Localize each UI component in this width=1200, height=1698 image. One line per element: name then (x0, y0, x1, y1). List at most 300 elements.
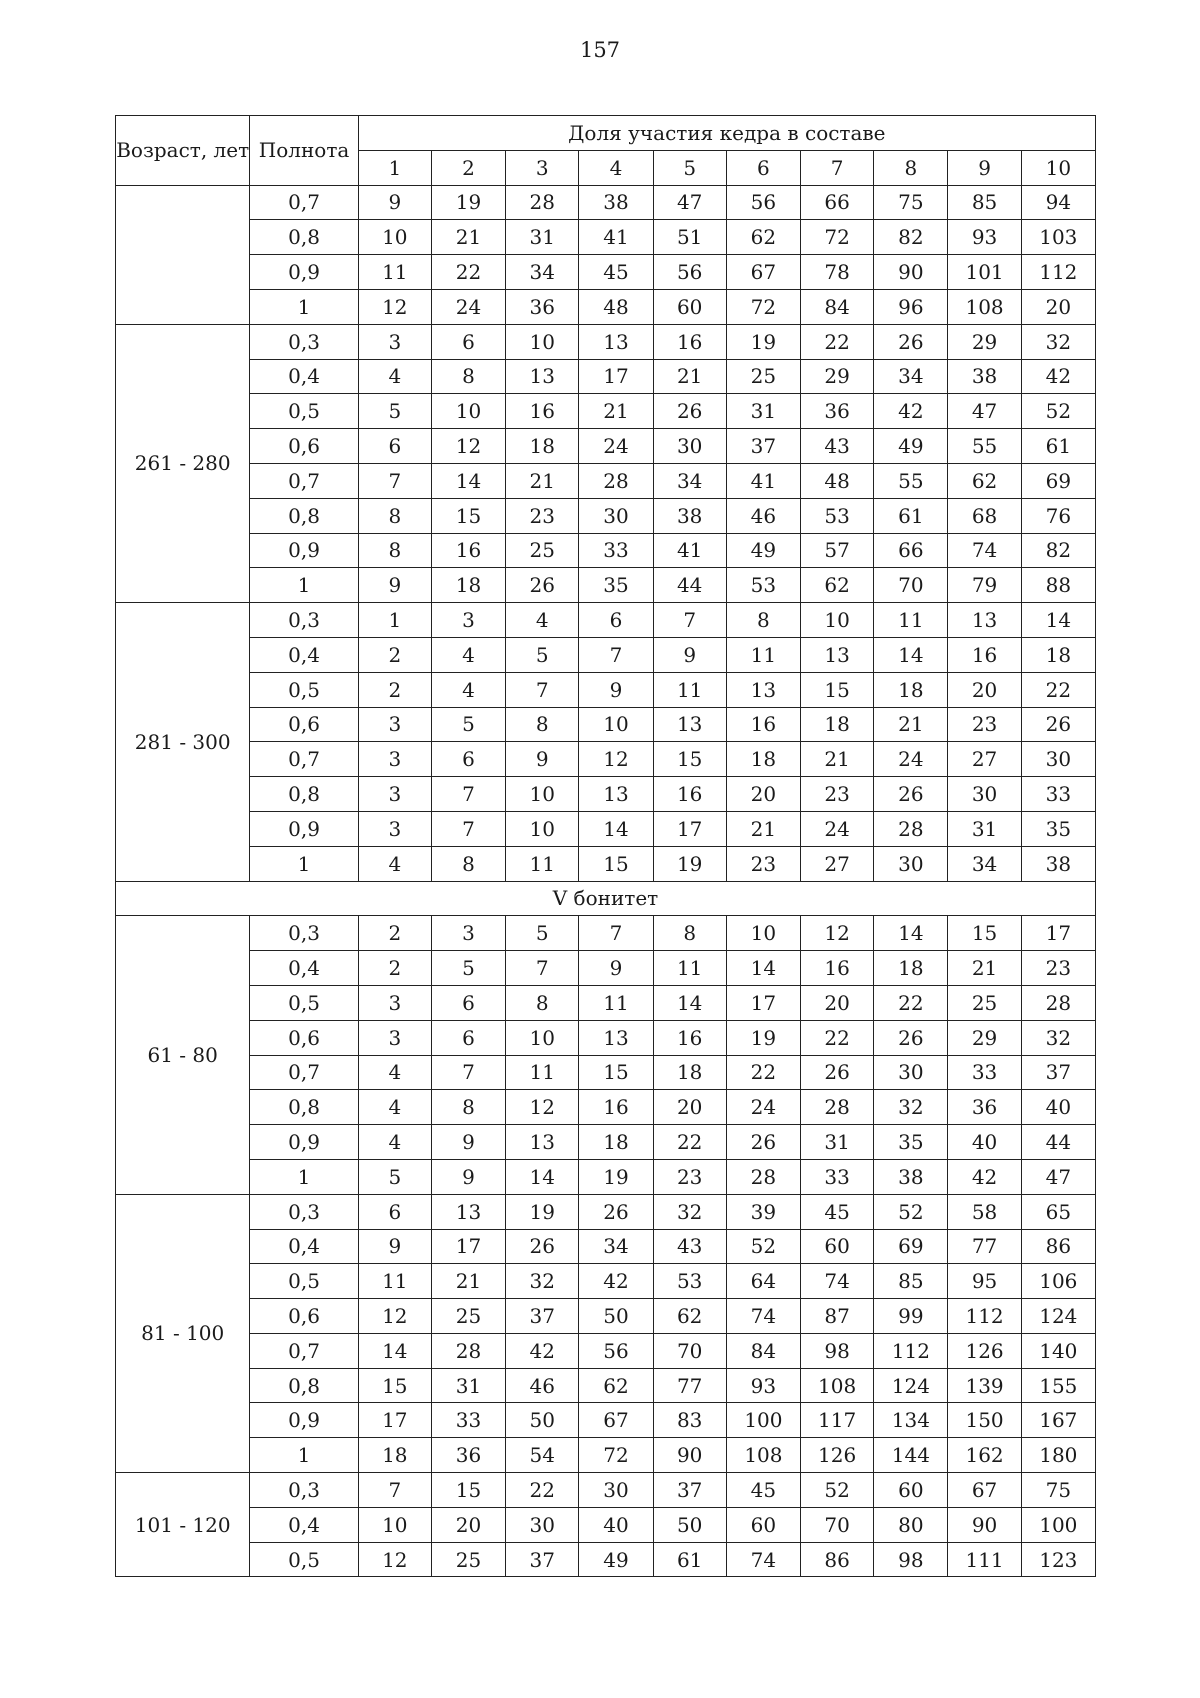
value-cell: 10 (801, 603, 874, 638)
table-row (116, 255, 1096, 290)
value-cell: 72 (801, 220, 874, 255)
share-subheader-cell: 1 (358, 150, 431, 185)
table-row (116, 1229, 1096, 1264)
value-cell: 180 (1021, 1438, 1095, 1473)
value-cell: 62 (801, 568, 874, 603)
value-cell: 12 (358, 1542, 431, 1577)
value-cell: 24 (431, 289, 505, 324)
table-row (116, 742, 1096, 777)
value-cell: 9 (653, 637, 726, 672)
value-cell: 4 (358, 359, 431, 394)
value-cell: 17 (653, 811, 726, 846)
value-cell: 5 (358, 394, 431, 429)
table-row (116, 463, 1096, 498)
table-row (116, 289, 1096, 324)
density-cell: 0,3 (250, 916, 358, 951)
table-row (116, 1159, 1096, 1194)
value-cell: 53 (801, 498, 874, 533)
value-cell: 67 (579, 1403, 653, 1438)
value-cell: 35 (874, 1125, 948, 1160)
value-cell: 22 (874, 985, 948, 1020)
value-cell: 4 (431, 637, 505, 672)
section-heading: V бонитет (116, 881, 1096, 916)
value-cell: 30 (1021, 742, 1095, 777)
share-subheader-cell: 4 (579, 150, 653, 185)
value-cell: 4 (506, 603, 579, 638)
value-cell: 28 (874, 811, 948, 846)
value-cell: 9 (358, 185, 431, 220)
value-cell: 90 (653, 1438, 726, 1473)
table-row (116, 359, 1096, 394)
value-cell: 15 (579, 1055, 653, 1090)
value-cell: 50 (579, 1299, 653, 1334)
value-cell: 8 (506, 707, 579, 742)
value-cell: 1 (358, 603, 431, 638)
share-subheader-cell: 8 (874, 150, 948, 185)
density-cell: 0,3 (250, 1473, 358, 1508)
value-cell: 72 (726, 289, 800, 324)
value-cell: 37 (726, 429, 800, 464)
value-cell: 37 (506, 1299, 579, 1334)
value-cell: 28 (431, 1333, 505, 1368)
value-cell: 7 (653, 603, 726, 638)
value-cell: 21 (801, 742, 874, 777)
value-cell: 108 (726, 1438, 800, 1473)
value-cell: 18 (874, 951, 948, 986)
value-cell: 112 (1021, 255, 1095, 290)
page-number: 157 (579, 38, 621, 62)
value-cell: 17 (358, 1403, 431, 1438)
value-cell: 15 (948, 916, 1021, 951)
table-row (116, 1055, 1096, 1090)
table-row (116, 1194, 1096, 1229)
value-cell: 100 (726, 1403, 800, 1438)
value-cell: 34 (653, 463, 726, 498)
value-cell: 33 (579, 533, 653, 568)
density-cell: 0,7 (250, 1055, 358, 1090)
value-cell: 78 (801, 255, 874, 290)
value-cell: 10 (358, 1507, 431, 1542)
value-cell: 34 (948, 846, 1021, 881)
value-cell: 23 (726, 846, 800, 881)
value-cell: 36 (431, 1438, 505, 1473)
value-cell: 3 (358, 811, 431, 846)
value-cell: 155 (1021, 1368, 1095, 1403)
value-cell: 16 (431, 533, 505, 568)
value-cell: 22 (726, 1055, 800, 1090)
value-cell: 18 (358, 1438, 431, 1473)
value-cell: 30 (874, 846, 948, 881)
age-column-header: Возраст, лет (116, 116, 250, 186)
value-cell: 11 (358, 255, 431, 290)
value-cell: 56 (579, 1333, 653, 1368)
value-cell: 13 (579, 324, 653, 359)
table-row (116, 1473, 1096, 1508)
value-cell: 14 (726, 951, 800, 986)
value-cell: 83 (653, 1403, 726, 1438)
value-cell: 9 (358, 1229, 431, 1264)
value-cell: 8 (726, 603, 800, 638)
value-cell: 82 (874, 220, 948, 255)
value-cell: 19 (726, 324, 800, 359)
value-cell: 10 (579, 707, 653, 742)
value-cell: 21 (874, 707, 948, 742)
value-cell: 33 (948, 1055, 1021, 1090)
value-cell: 38 (874, 1159, 948, 1194)
value-cell: 25 (506, 533, 579, 568)
value-cell: 7 (579, 637, 653, 672)
value-cell: 74 (726, 1542, 800, 1577)
value-cell: 55 (874, 463, 948, 498)
value-cell: 30 (579, 498, 653, 533)
value-cell: 12 (506, 1090, 579, 1125)
share-column-header: Доля участия кедра в составе (358, 116, 1095, 151)
value-cell: 96 (874, 289, 948, 324)
value-cell: 15 (431, 498, 505, 533)
density-cell: 1 (250, 568, 358, 603)
value-cell: 8 (653, 916, 726, 951)
value-cell: 17 (726, 985, 800, 1020)
value-cell: 5 (506, 916, 579, 951)
value-cell: 26 (801, 1055, 874, 1090)
value-cell: 42 (874, 394, 948, 429)
value-cell: 5 (358, 1159, 431, 1194)
value-cell: 29 (801, 359, 874, 394)
value-cell: 58 (948, 1194, 1021, 1229)
value-cell: 40 (948, 1125, 1021, 1160)
value-cell: 60 (653, 289, 726, 324)
value-cell: 49 (874, 429, 948, 464)
value-cell: 19 (431, 185, 505, 220)
value-cell: 6 (431, 324, 505, 359)
share-subheader-cell: 2 (431, 150, 505, 185)
value-cell: 14 (358, 1333, 431, 1368)
value-cell: 86 (1021, 1229, 1095, 1264)
value-cell: 50 (506, 1403, 579, 1438)
value-cell: 13 (579, 777, 653, 812)
table-row (116, 324, 1096, 359)
value-cell: 30 (874, 1055, 948, 1090)
value-cell: 123 (1021, 1542, 1095, 1577)
table-row (116, 951, 1096, 986)
value-cell: 36 (506, 289, 579, 324)
value-cell: 53 (653, 1264, 726, 1299)
value-cell: 45 (579, 255, 653, 290)
value-cell: 95 (948, 1264, 1021, 1299)
value-cell: 8 (358, 533, 431, 568)
value-cell: 26 (506, 1229, 579, 1264)
density-cell: 0,5 (250, 985, 358, 1020)
value-cell: 18 (1021, 637, 1095, 672)
value-cell: 6 (431, 742, 505, 777)
density-cell: 0,4 (250, 951, 358, 986)
value-cell: 3 (358, 985, 431, 1020)
value-cell: 10 (506, 324, 579, 359)
value-cell: 49 (579, 1542, 653, 1577)
value-cell: 74 (801, 1264, 874, 1299)
value-cell: 23 (948, 707, 1021, 742)
value-cell: 49 (726, 533, 800, 568)
value-cell: 38 (579, 185, 653, 220)
value-cell: 14 (1021, 603, 1095, 638)
value-cell: 22 (801, 324, 874, 359)
value-cell: 18 (874, 672, 948, 707)
age-range-cell: 81 - 100 (116, 1194, 250, 1472)
value-cell: 5 (431, 707, 505, 742)
value-cell: 32 (506, 1264, 579, 1299)
table-row (116, 811, 1096, 846)
share-subheader-cell: 5 (653, 150, 726, 185)
data-table (115, 115, 1096, 1577)
value-cell: 162 (948, 1438, 1021, 1473)
age-range-cell (116, 185, 250, 324)
value-cell: 99 (874, 1299, 948, 1334)
table-row (116, 1333, 1096, 1368)
value-cell: 12 (579, 742, 653, 777)
value-cell: 21 (431, 1264, 505, 1299)
value-cell: 98 (874, 1542, 948, 1577)
value-cell: 87 (801, 1299, 874, 1334)
value-cell: 14 (653, 985, 726, 1020)
value-cell: 31 (948, 811, 1021, 846)
value-cell: 14 (506, 1159, 579, 1194)
value-cell: 39 (726, 1194, 800, 1229)
value-cell: 33 (431, 1403, 505, 1438)
value-cell: 45 (726, 1473, 800, 1508)
value-cell: 7 (431, 1055, 505, 1090)
value-cell: 61 (874, 498, 948, 533)
value-cell: 21 (506, 463, 579, 498)
table-row (116, 394, 1096, 429)
value-cell: 98 (801, 1333, 874, 1368)
value-cell: 4 (358, 1125, 431, 1160)
value-cell: 101 (948, 255, 1021, 290)
value-cell: 43 (801, 429, 874, 464)
table-row (116, 568, 1096, 603)
table-row (116, 1507, 1096, 1542)
value-cell: 42 (506, 1333, 579, 1368)
value-cell: 70 (653, 1333, 726, 1368)
value-cell: 13 (653, 707, 726, 742)
value-cell: 3 (358, 707, 431, 742)
value-cell: 36 (801, 394, 874, 429)
value-cell: 11 (653, 951, 726, 986)
value-cell: 21 (579, 394, 653, 429)
density-cell: 0,8 (250, 498, 358, 533)
value-cell: 2 (358, 637, 431, 672)
table-row (116, 1299, 1096, 1334)
density-cell: 1 (250, 1438, 358, 1473)
value-cell: 27 (801, 846, 874, 881)
value-cell: 150 (948, 1403, 1021, 1438)
value-cell: 61 (653, 1542, 726, 1577)
value-cell: 10 (506, 811, 579, 846)
value-cell: 18 (506, 429, 579, 464)
value-cell: 139 (948, 1368, 1021, 1403)
value-cell: 23 (1021, 951, 1095, 986)
density-cell: 0,6 (250, 1020, 358, 1055)
value-cell: 23 (653, 1159, 726, 1194)
value-cell: 76 (1021, 498, 1095, 533)
density-cell: 0,3 (250, 324, 358, 359)
table-body (116, 116, 1096, 1577)
value-cell: 53 (726, 568, 800, 603)
value-cell: 47 (653, 185, 726, 220)
value-cell: 46 (726, 498, 800, 533)
value-cell: 32 (874, 1090, 948, 1125)
value-cell: 28 (726, 1159, 800, 1194)
value-cell: 47 (1021, 1159, 1095, 1194)
value-cell: 21 (431, 220, 505, 255)
value-cell: 30 (506, 1507, 579, 1542)
value-cell: 3 (358, 777, 431, 812)
value-cell: 29 (948, 1020, 1021, 1055)
value-cell: 117 (801, 1403, 874, 1438)
value-cell: 68 (948, 498, 1021, 533)
share-subheader-cell: 9 (948, 150, 1021, 185)
value-cell: 106 (1021, 1264, 1095, 1299)
value-cell: 15 (653, 742, 726, 777)
value-cell: 2 (358, 672, 431, 707)
value-cell: 48 (801, 463, 874, 498)
density-cell: 0,5 (250, 672, 358, 707)
value-cell: 37 (506, 1542, 579, 1577)
density-column-header: Полнота (250, 116, 358, 186)
table-row (116, 1125, 1096, 1160)
value-cell: 7 (431, 777, 505, 812)
value-cell: 88 (1021, 568, 1095, 603)
share-subheader-cell: 10 (1021, 150, 1095, 185)
value-cell: 36 (948, 1090, 1021, 1125)
value-cell: 31 (431, 1368, 505, 1403)
value-cell: 2 (358, 916, 431, 951)
value-cell: 7 (579, 916, 653, 951)
share-subheader-cell: 3 (506, 150, 579, 185)
value-cell: 46 (506, 1368, 579, 1403)
value-cell: 15 (579, 846, 653, 881)
table-row (116, 429, 1096, 464)
value-cell: 18 (431, 568, 505, 603)
value-cell: 30 (579, 1473, 653, 1508)
density-cell: 0,7 (250, 742, 358, 777)
table-row (116, 1542, 1096, 1577)
value-cell: 7 (431, 811, 505, 846)
value-cell: 108 (948, 289, 1021, 324)
value-cell: 41 (726, 463, 800, 498)
value-cell: 12 (358, 289, 431, 324)
value-cell: 11 (653, 672, 726, 707)
value-cell: 77 (948, 1229, 1021, 1264)
density-cell: 0,8 (250, 1090, 358, 1125)
value-cell: 32 (1021, 1020, 1095, 1055)
value-cell: 16 (726, 707, 800, 742)
value-cell: 74 (948, 533, 1021, 568)
value-cell: 29 (948, 324, 1021, 359)
value-cell: 69 (874, 1229, 948, 1264)
density-cell: 0,9 (250, 255, 358, 290)
value-cell: 65 (1021, 1194, 1095, 1229)
value-cell: 11 (579, 985, 653, 1020)
value-cell: 41 (579, 220, 653, 255)
value-cell: 16 (579, 1090, 653, 1125)
density-cell: 0,3 (250, 1194, 358, 1229)
value-cell: 28 (506, 185, 579, 220)
value-cell: 16 (506, 394, 579, 429)
value-cell: 31 (801, 1125, 874, 1160)
value-cell: 8 (431, 846, 505, 881)
value-cell: 11 (358, 1264, 431, 1299)
value-cell: 48 (579, 289, 653, 324)
value-cell: 75 (1021, 1473, 1095, 1508)
value-cell: 7 (358, 463, 431, 498)
value-cell: 26 (653, 394, 726, 429)
density-cell: 0,4 (250, 1507, 358, 1542)
value-cell: 20 (1021, 289, 1095, 324)
value-cell: 13 (801, 637, 874, 672)
value-cell: 19 (579, 1159, 653, 1194)
value-cell: 25 (431, 1542, 505, 1577)
value-cell: 35 (579, 568, 653, 603)
value-cell: 20 (948, 672, 1021, 707)
value-cell: 75 (874, 185, 948, 220)
value-cell: 126 (801, 1438, 874, 1473)
value-cell: 77 (653, 1368, 726, 1403)
value-cell: 112 (874, 1333, 948, 1368)
value-cell: 11 (506, 1055, 579, 1090)
value-cell: 7 (358, 1473, 431, 1508)
value-cell: 93 (726, 1368, 800, 1403)
value-cell: 9 (506, 742, 579, 777)
density-cell: 0,7 (250, 1333, 358, 1368)
value-cell: 41 (653, 533, 726, 568)
value-cell: 23 (801, 777, 874, 812)
value-cell: 16 (801, 951, 874, 986)
value-cell: 67 (726, 255, 800, 290)
density-cell: 0,6 (250, 429, 358, 464)
table-row (116, 1090, 1096, 1125)
density-cell: 0,9 (250, 1125, 358, 1160)
value-cell: 24 (874, 742, 948, 777)
density-cell: 1 (250, 846, 358, 881)
value-cell: 25 (726, 359, 800, 394)
value-cell: 19 (506, 1194, 579, 1229)
value-cell: 44 (653, 568, 726, 603)
value-cell: 31 (726, 394, 800, 429)
value-cell: 32 (653, 1194, 726, 1229)
value-cell: 26 (579, 1194, 653, 1229)
value-cell: 90 (948, 1507, 1021, 1542)
density-cell: 0,6 (250, 707, 358, 742)
value-cell: 22 (431, 255, 505, 290)
value-cell: 20 (801, 985, 874, 1020)
density-cell: 0,9 (250, 1403, 358, 1438)
value-cell: 22 (653, 1125, 726, 1160)
value-cell: 124 (1021, 1299, 1095, 1334)
value-cell: 8 (431, 359, 505, 394)
age-range-cell: 281 - 300 (116, 603, 250, 881)
value-cell: 111 (948, 1542, 1021, 1577)
value-cell: 6 (431, 985, 505, 1020)
value-cell: 34 (579, 1229, 653, 1264)
density-cell: 0,5 (250, 1264, 358, 1299)
value-cell: 52 (874, 1194, 948, 1229)
value-cell: 26 (874, 1020, 948, 1055)
value-cell: 28 (801, 1090, 874, 1125)
value-cell: 9 (358, 568, 431, 603)
value-cell: 60 (801, 1229, 874, 1264)
value-cell: 56 (653, 255, 726, 290)
value-cell: 19 (653, 846, 726, 881)
